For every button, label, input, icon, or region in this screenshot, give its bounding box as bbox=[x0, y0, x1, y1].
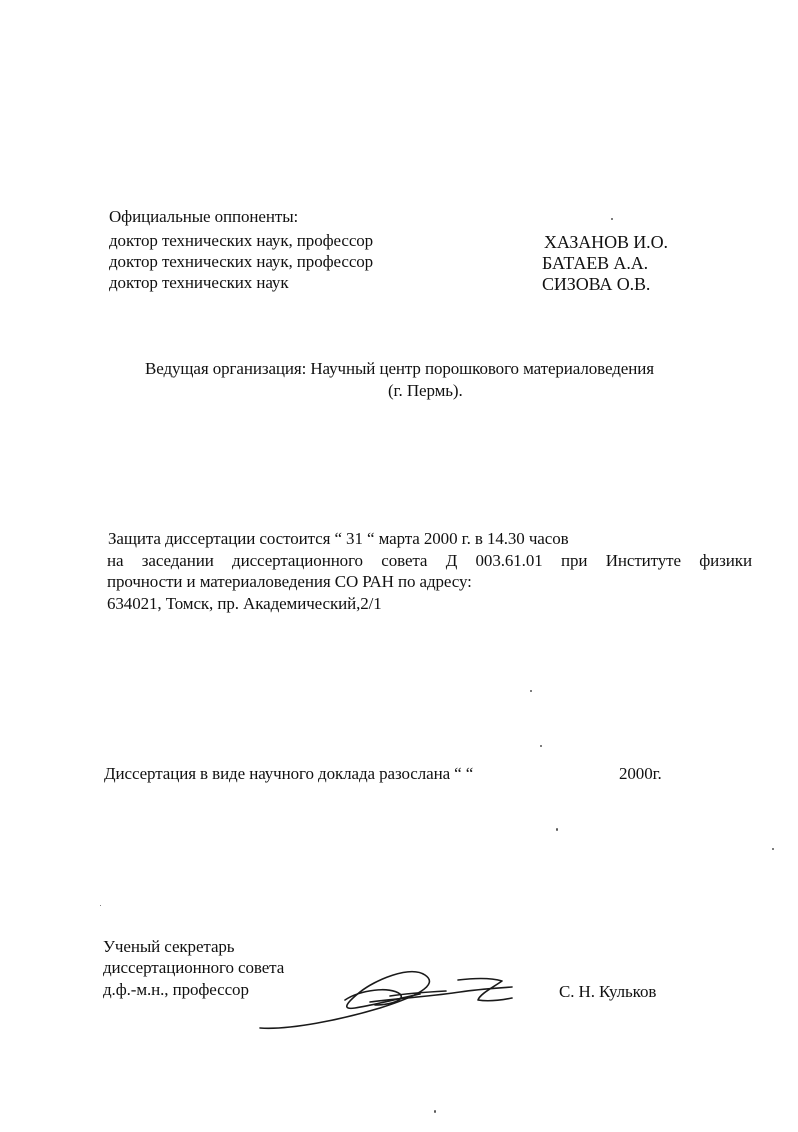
word: на bbox=[107, 551, 124, 570]
word: диссертационного bbox=[232, 551, 363, 570]
word: при bbox=[560, 551, 588, 570]
scan-speck bbox=[540, 745, 542, 747]
scan-speck bbox=[434, 1110, 436, 1113]
scan-speck bbox=[530, 690, 532, 692]
opponent-title: доктор технических наук bbox=[109, 273, 289, 292]
opponent-name: ХАЗАНОВ И.О. bbox=[544, 232, 668, 252]
opponent-title: доктор технических наук, профессор bbox=[109, 231, 374, 250]
scan-speck bbox=[100, 905, 101, 906]
scan-speck bbox=[611, 218, 613, 220]
word: совета bbox=[381, 551, 428, 570]
secretary-council: диссертационного совета bbox=[103, 958, 285, 977]
distribution-year: 2000г. bbox=[619, 764, 662, 783]
word: Институте bbox=[605, 551, 681, 570]
defense-date: Защита диссертации состоится “ 31 “ марта 2000 г. в 14.30 часов bbox=[108, 529, 569, 548]
word: физики bbox=[699, 551, 752, 570]
scan-speck bbox=[772, 848, 774, 850]
defense-institute: прочности и материаловедения СО РАН по адресу: bbox=[107, 572, 472, 591]
distribution-text: Диссертация в виде научного доклада разослана “ “ bbox=[104, 764, 474, 783]
word: Д bbox=[445, 551, 458, 570]
leading-organization: Ведущая организация: Научный центр порошкового материаловедения bbox=[145, 359, 654, 378]
word: заседании bbox=[141, 551, 214, 570]
opponent-title: доктор технических наук, профессор bbox=[109, 252, 374, 271]
scan-speck bbox=[556, 828, 558, 831]
secretary-name: С. Н. Кульков bbox=[559, 982, 657, 1001]
defense-council bbox=[107, 550, 752, 571]
opponent-name: СИЗОВА О.В. bbox=[542, 274, 651, 294]
signature-icon bbox=[250, 950, 520, 1035]
secretary-degree: д.ф.-м.н., профессор bbox=[103, 980, 249, 999]
word: 003.61.01 bbox=[475, 551, 543, 570]
opponents-heading: Официальные оппоненты: bbox=[109, 207, 299, 226]
secretary-title: Ученый секретарь bbox=[103, 937, 235, 956]
opponent-name: БАТАЕВ А.А. bbox=[542, 253, 649, 273]
defense-address: 634021, Томск, пр. Академический,2/1 bbox=[107, 594, 382, 613]
leading-organization-city: (г. Пермь). bbox=[388, 381, 463, 400]
